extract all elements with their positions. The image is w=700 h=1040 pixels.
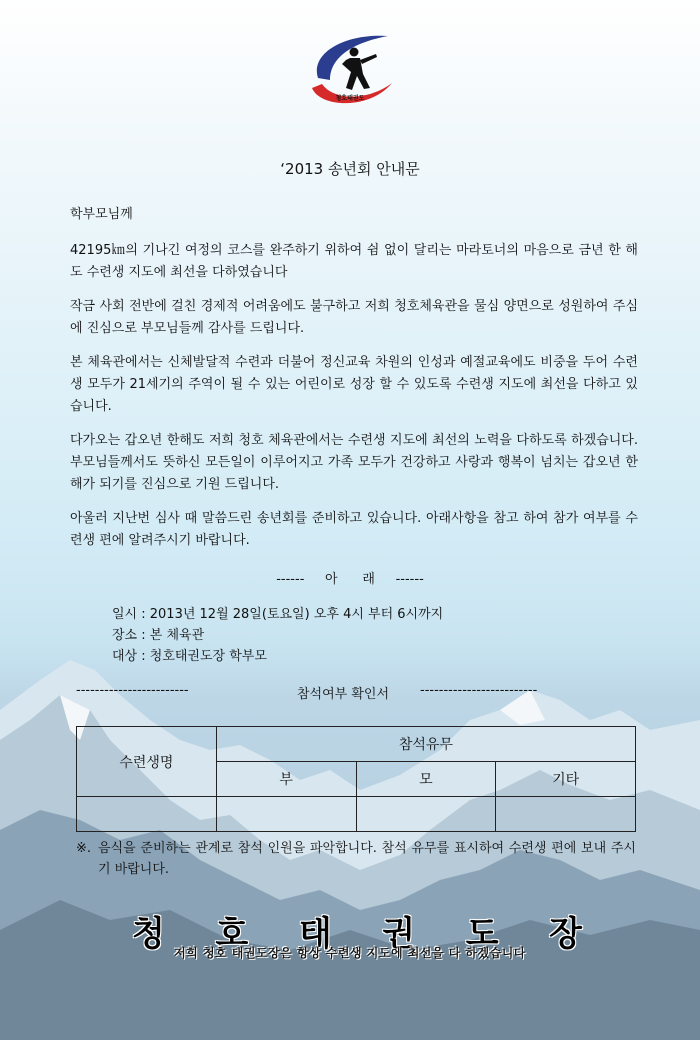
academy-char: 청 (132, 914, 165, 954)
taekwondo-logo (300, 28, 400, 112)
confirm-divider-left: ------------------------ (76, 683, 189, 698)
student-name-header: 수련생명 (77, 727, 217, 797)
other-cell[interactable] (496, 797, 636, 832)
event-details (112, 604, 443, 667)
paragraph-3: 본 체육관에서는 신체발달적 수련과 더불어 정신교육 차원의 인성과 예절교육에도 비중을 두어 수련생 모두가 21세기의 주역이 될 수 있는 어린이로 성장 할 수 있도록 수련생 지도에 최선을 다하고 있습니다. (70, 355, 638, 414)
paragraph-1: 42195㎞의 기나긴 여정의 코스를 완주하기 위하여 쉼 없이 달리는 마라토너의 마음으로 금년 한 해도 수련생 지도에 최선을 다하였습니다 (70, 243, 638, 280)
other-header: 기타 (496, 762, 636, 797)
event-target: 대상 : 청호태권도장 학부모 (112, 649, 267, 664)
greeting: 학부모님께 (70, 207, 133, 222)
academy-char: 권 (382, 914, 416, 954)
academy-char: 도 (465, 914, 499, 954)
confirm-divider-right: ------------------------- (420, 683, 538, 698)
document-title: ‘2013 송년회 안내문 (280, 160, 420, 178)
paragraph-5: 아울러 지난번 심사 때 말씀드린 송년회를 준비하고 있습니다. 아래사항을 참고 하여 참가 여부를 수련생 편에 알려주시기 바랍니다. (70, 511, 638, 548)
father-cell[interactable] (216, 797, 356, 832)
event-date: 일시 : 2013년 12월 28일(토요일) 오후 4시 부터 6시까지 (112, 607, 444, 622)
logo-text: 청호태권도 (335, 95, 365, 102)
attendance-table (76, 726, 636, 832)
academy-char: 호 (215, 914, 249, 954)
paragraph-4: 다가오는 갑오년 한해도 저희 청호 체육관에서는 수련생 지도에 최선의 노력을 다하도록 하겠습니다. 부모님들께서도 뜻하신 모든일이 이루어지고 가족 모두가 건강하고 사랑과 행복이 넘치는 갑오년 한해가 되기를 진심으로 기원 드립니다. (70, 433, 638, 492)
mother-header: 모 (356, 762, 496, 797)
academy-char: 태 (298, 914, 332, 954)
note-mark: ※. (76, 841, 92, 856)
paragraph-2: 작금 사회 전반에 걸친 경제적 어려움에도 불구하고 저희 청호체육관을 물심 양면으로 성원하여 주심에 진심으로 부모님들께 감사를 드립니다. (70, 299, 638, 336)
motto: 저희 청호 태권도장은 항상 수련생 지도에 최선을 다 하겠습니다 (174, 946, 526, 960)
notice-divider: ------ 아 래 ------ (276, 572, 424, 587)
event-place: 장소 : 본 체육관 (112, 628, 205, 643)
attendance-header: 참석유무 (216, 727, 635, 762)
confirm-title: 참석여부 확인서 (297, 687, 390, 702)
father-header: 부 (216, 762, 356, 797)
mother-cell[interactable] (356, 797, 496, 832)
note-text: 음식을 준비하는 관계로 참석 인원을 파악합니다. 참석 유무를 표시하여 수련생 편에 보내 주시기 바랍니다. (98, 841, 636, 877)
student-name-cell[interactable] (77, 797, 217, 832)
attendance-note (76, 838, 636, 880)
academy-char: 장 (549, 914, 582, 954)
